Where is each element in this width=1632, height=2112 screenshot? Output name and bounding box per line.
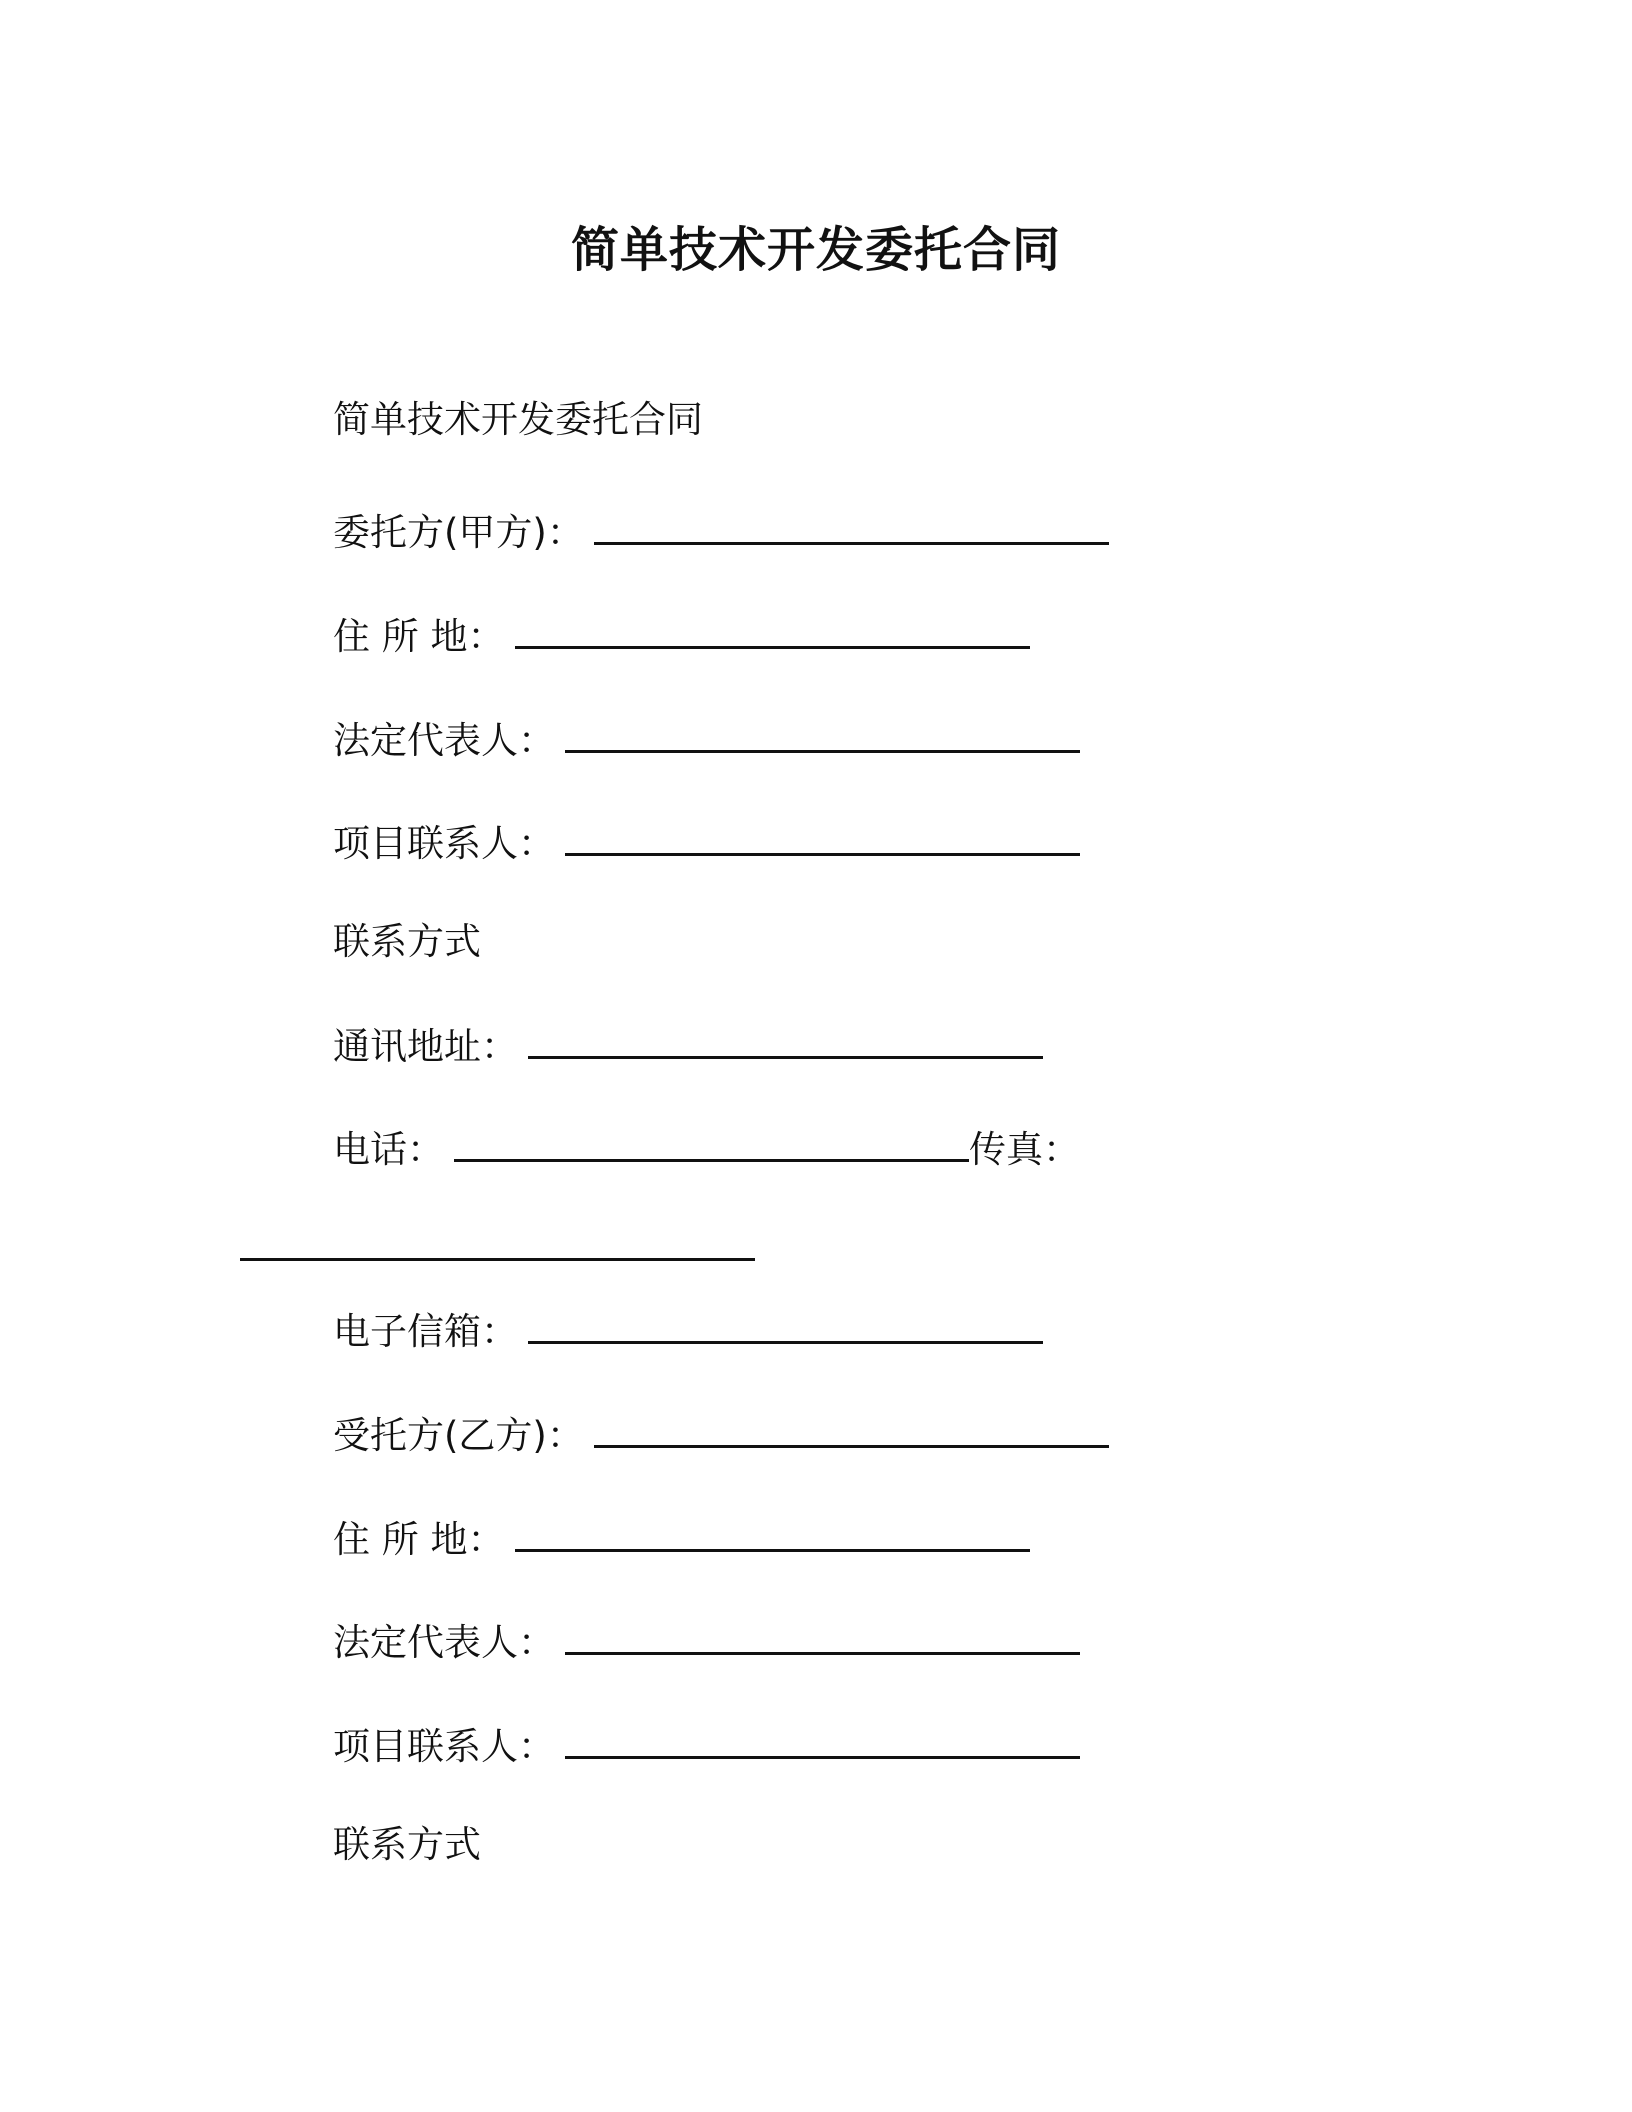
party-a-fax-blank[interactable] [240,1224,755,1261]
party-a-email-blank[interactable] [528,1307,1043,1344]
party-a-mailing-address-blank[interactable] [528,1022,1043,1059]
party-a-fax-label: 传真： [969,1128,1080,1171]
party-a-mailing-address-row [333,1022,1043,1071]
party-a-legal-rep-label: 法定代表人： [333,719,555,762]
party-a-project-contact-label: 项目联系人： [333,822,555,865]
party-a-legal-rep-blank[interactable] [565,716,1080,753]
party-a-contact-method-heading: 联系方式 [333,920,481,963]
party-a-residence-blank[interactable] [515,612,1030,649]
party-b-blank[interactable] [594,1411,1109,1448]
party-a-phone-label: 电话： [333,1128,444,1171]
party-a-residence-row [333,612,1030,661]
party-b-project-contact-row [333,1722,1080,1771]
party-a-email-label: 电子信箱： [333,1310,518,1353]
party-a-email-row [333,1307,1043,1356]
party-b-legal-rep-blank[interactable] [565,1618,1080,1655]
party-a-phone-fax-row [333,1125,1080,1174]
party-b-residence-label: 住 所 地： [333,1518,505,1561]
party-b-label: 受托方(乙方)： [333,1414,584,1457]
document-subtitle: 简单技术开发委托合同 [333,398,703,441]
party-a-label: 委托方(甲方)： [333,511,584,554]
party-a-phone-blank[interactable] [454,1125,969,1162]
party-b-row [333,1411,1109,1460]
party-b-contact-method-heading: 联系方式 [333,1823,481,1866]
party-b-residence-row [333,1515,1030,1564]
party-b-project-contact-blank[interactable] [565,1722,1080,1759]
party-a-row [333,508,1109,557]
party-b-legal-rep-row [333,1618,1080,1667]
party-b-project-contact-label: 项目联系人： [333,1725,555,1768]
party-a-residence-label: 住 所 地： [333,615,505,658]
party-a-legal-rep-row [333,716,1080,765]
party-a-fax-blank-row [240,1224,755,1273]
party-a-project-contact-row [333,819,1080,868]
party-a-project-contact-blank[interactable] [565,819,1080,856]
party-b-legal-rep-label: 法定代表人： [333,1621,555,1664]
party-a-mailing-address-label: 通讯地址： [333,1025,518,1068]
document-title: 简单技术开发委托合同 [570,222,1061,278]
party-a-blank[interactable] [594,508,1109,545]
party-b-residence-blank[interactable] [515,1515,1030,1552]
